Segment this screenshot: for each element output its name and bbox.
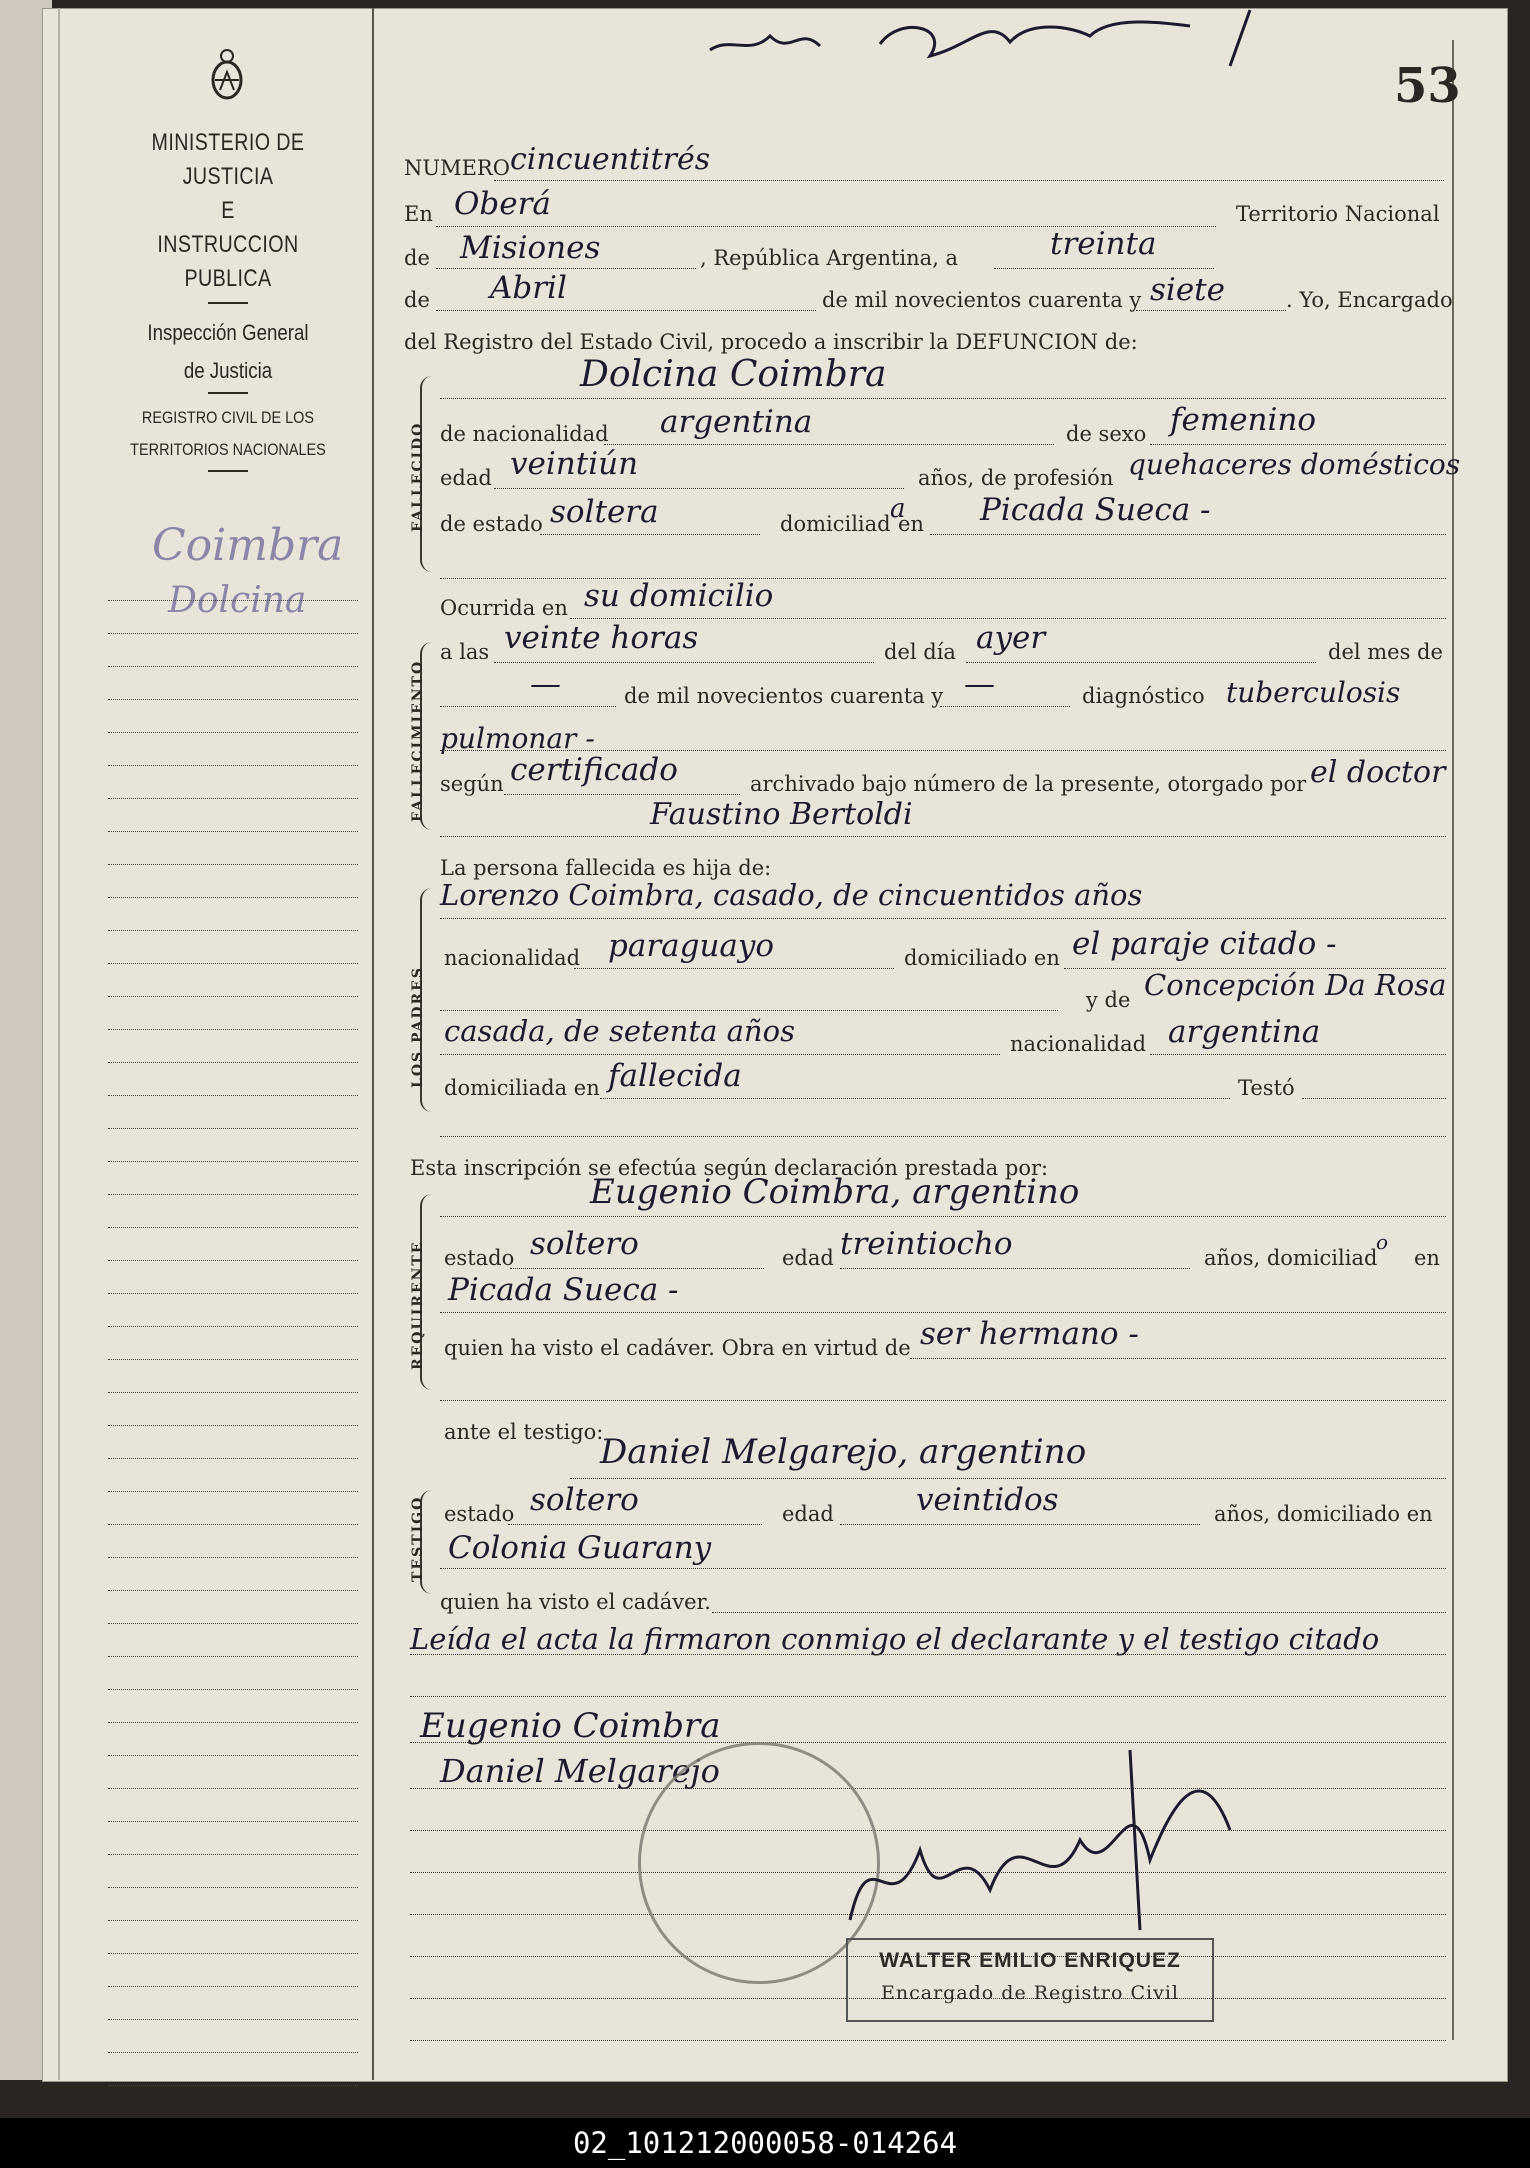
heading-dash (208, 470, 248, 472)
requirente-virtud-value: ser hermano - (920, 1316, 1139, 1352)
margin-rule (108, 1657, 358, 1690)
fill-line (1302, 1098, 1446, 1099)
margin-rule (108, 1756, 358, 1789)
requirente-en-label: en (1414, 1246, 1440, 1270)
dia-value: ayer (976, 620, 1046, 656)
signature-declarante: Eugenio Coimbra (420, 1706, 721, 1746)
margin-rule (108, 898, 358, 931)
fill-line (570, 1478, 1446, 1479)
republica-label: , República Argentina, a (700, 246, 959, 270)
domicilio-en-label: en (898, 512, 924, 536)
margin-rule (108, 1162, 358, 1195)
madre-domicilio-label: domiciliada en (444, 1076, 600, 1100)
margin-rule (108, 667, 358, 700)
page-fold (58, 8, 60, 2080)
madre-nacionalidad-label: nacionalidad (1010, 1032, 1147, 1056)
territorio-label: Territorio Nacional (1236, 202, 1440, 226)
ministry-line-3: INSTRUCCION PUBLICA (157, 231, 299, 292)
fill-line (440, 1400, 1446, 1401)
estado-value: soltera (550, 494, 659, 530)
profesion-value: quehaceres domésticos (1128, 448, 1461, 481)
officer-signature-scribble (830, 1710, 1300, 1960)
fill-line (840, 1524, 1200, 1525)
nacionalidad-value: argentina (660, 404, 813, 440)
fill-line (570, 618, 1446, 619)
hora-value: veinte horas (504, 620, 699, 656)
fill-line (440, 1312, 1446, 1313)
margin-rule (108, 865, 358, 898)
nacionalidad-label: de nacionalidad (440, 422, 609, 446)
en-label: En (404, 202, 433, 226)
hora-label: a las (440, 640, 490, 664)
requirente-name: Eugenio Coimbra, argentino (590, 1172, 1080, 1212)
margin-rule (108, 1855, 358, 1888)
requirente-estado-label: estado (444, 1246, 515, 1270)
yo-label: . Yo, Encargado (1286, 288, 1453, 312)
requirente-domicilio-value: Picada Sueca - (448, 1272, 679, 1308)
padre-domicilio-label: domiciliado en (904, 946, 1060, 970)
fill-line (712, 1612, 1446, 1613)
fill-line (440, 1568, 1446, 1569)
inspection-line-2: de Justicia (183, 358, 273, 383)
hija-text: La persona fallecida es hija de: (440, 856, 772, 880)
heading-dash (208, 302, 248, 304)
right-rule (1452, 40, 1454, 2040)
fill-line (540, 534, 760, 535)
heading-dash (208, 392, 248, 394)
margin-rule (108, 733, 358, 766)
page-number: 53 (1394, 58, 1461, 114)
sexo-label: de sexo (1066, 422, 1147, 446)
margin-rule (108, 964, 358, 997)
madre-nacionalidad-value: argentina (1168, 1014, 1321, 1050)
diagnostico-label: diagnóstico (1082, 684, 1205, 708)
section-requirente: REQUIRENTE (410, 1240, 426, 1370)
fill-line (840, 1268, 1190, 1269)
officer-name-stamp (846, 1938, 1214, 2022)
requirente-edad-label: edad (782, 1246, 834, 1270)
fill-line (574, 968, 894, 969)
header-annotation-scribble (690, 6, 1290, 76)
signature-testigo: Daniel Melgarejo (440, 1752, 720, 1790)
anio-value: siete (1150, 272, 1225, 308)
fill-line (440, 1010, 1058, 1011)
anio-label: de mil novecientos cuarenta y (624, 684, 944, 708)
margin-rule (108, 799, 358, 832)
requirente-intro: Esta inscripción se efectúa según declaración prestada por: (410, 1156, 1049, 1180)
mes-value: — (530, 666, 561, 702)
margin-rule (108, 1888, 358, 1921)
y-de-label: y de (1086, 988, 1131, 1012)
dia-value: treinta (1050, 226, 1157, 262)
margin-rule (108, 1558, 358, 1591)
registry-line-2: TERRITORIOS NACIONALES (130, 440, 326, 459)
requirente-edad-value: treintiocho (840, 1226, 1013, 1262)
testigo-visto: quien ha visto el cadáver. (440, 1590, 711, 1614)
margin-rule (108, 1195, 358, 1228)
fill-line (436, 268, 696, 269)
margin-rule (108, 568, 358, 601)
officer-name: WALTER EMILIO ENRIQUEZ (879, 1949, 1181, 1972)
section-testigo: TESTIGO (410, 1495, 426, 1582)
edad-value: veintiún (510, 446, 639, 482)
ocurrida-label: Ocurrida en (440, 596, 568, 620)
testigo-estado-label: estado (444, 1502, 515, 1526)
testigo-estado-value: soltero (530, 1482, 639, 1518)
fill-line (410, 1654, 1446, 1655)
estado-label: de estado (440, 512, 543, 536)
fill-line (994, 268, 1214, 269)
fill-line (494, 488, 904, 489)
fill-line (410, 1696, 1446, 1697)
margin-rule (108, 1723, 358, 1756)
fill-line (910, 1358, 1446, 1359)
officer-role: Encargado de Registro Civil (881, 1982, 1179, 2004)
dia-label: del día (884, 640, 956, 664)
margin-rule (108, 766, 358, 799)
anio-value: — (964, 666, 995, 702)
margin-rule (108, 1921, 358, 1954)
registro-text: del Registro del Estado Civil, procedo a inscribir la DEFUNCION de: (404, 330, 1138, 354)
testigo-domicilio-value: Colonia Guarany (448, 1530, 712, 1566)
fallecido-name: Dolcina Coimbra (580, 354, 887, 395)
segun-label: según (440, 772, 504, 796)
margin-rule (108, 1459, 358, 1492)
fill-line (440, 836, 1446, 837)
edad-label: edad (440, 466, 492, 490)
fill-line (930, 534, 1446, 535)
margin-rule (108, 1360, 358, 1393)
archivado-text: archivado bajo número de la presente, otorgado por (750, 772, 1307, 796)
de2-label: de (404, 288, 430, 312)
fill-line (440, 398, 1446, 399)
margin-rule (108, 1063, 358, 1096)
fill-line (966, 662, 1316, 663)
testigo-domicilio-label: años, domiciliado en (1214, 1502, 1433, 1526)
padre-value: Lorenzo Coimbra, casado, de cincuentidos años (440, 878, 1143, 912)
territorio-value: Misiones (460, 230, 601, 266)
testigo-name: Daniel Melgarejo, argentino (600, 1432, 1087, 1472)
diagnostico-value: tuberculosis pulmonar - (440, 676, 1401, 755)
otorgado-value: el doctor Faustino Bertoldi (650, 755, 1446, 832)
margin-rule (108, 700, 358, 733)
madre-domicilio-value: fallecida (608, 1058, 742, 1094)
requirente-visto: quien ha visto el cadáver. Obra en virtud de (444, 1336, 911, 1360)
fill-line (494, 662, 874, 663)
numero-value: cincuentitrés (510, 142, 711, 177)
margin-rule (108, 601, 358, 634)
anio-label: de mil novecientos cuarenta y (822, 288, 1142, 312)
margin-rule (108, 2020, 358, 2053)
fill-line (1136, 310, 1286, 311)
sexo-value: femenino (1170, 402, 1317, 438)
margin-rule (108, 1987, 358, 2020)
margin-rule (108, 1393, 358, 1426)
margin-rule (108, 1624, 358, 1657)
margin-rule (108, 1096, 358, 1129)
profesion-label: años, de profesión (918, 466, 1114, 490)
fill-line (440, 1054, 1000, 1055)
fill-line (410, 2040, 1446, 2041)
ministry-line-2: E (221, 197, 235, 224)
margin-rule (108, 1261, 358, 1294)
section-padres: LOS PADRES (410, 966, 426, 1088)
column-divider (372, 8, 374, 2080)
fill-line (436, 310, 816, 311)
margin-rule (108, 1789, 358, 1822)
requirente-estado-value: soltero (530, 1226, 639, 1262)
margin-rule (108, 1228, 358, 1261)
image-id-bar (0, 2118, 1530, 2168)
domicilio-label: domiciliad (780, 512, 891, 536)
fill-line (1150, 444, 1446, 445)
margin-rule (108, 2053, 358, 2086)
fill-line (600, 1098, 1230, 1099)
madre-estado-value: casada, de setenta años (444, 1014, 795, 1048)
fill-line (604, 444, 1054, 445)
margin-rule (108, 1690, 358, 1723)
margin-rule (108, 997, 358, 1030)
margin-rule (108, 1426, 358, 1459)
margin-rule (108, 1327, 358, 1360)
fill-line (508, 1524, 762, 1525)
requirente-domicilio-suffix: o (1376, 1230, 1389, 1254)
localidad-value: Oberá (454, 186, 551, 222)
mes-label: del mes de (1328, 640, 1443, 664)
fill-line (510, 1268, 764, 1269)
fill-line (1150, 1054, 1446, 1055)
padre-domicilio-value: el paraje citado - (1072, 926, 1337, 962)
margin-rule (108, 1591, 358, 1624)
margin-rule (108, 1525, 358, 1558)
ministry-line-1: MINISTERIO DE JUSTICIA (151, 129, 305, 190)
testigo-edad-label: edad (782, 1502, 834, 1526)
domicilio-value: Picada Sueca - (980, 492, 1211, 528)
requirente-domicilio-label: años, domiciliad (1204, 1246, 1378, 1270)
margin-rule (108, 1129, 358, 1162)
madre-value: Concepción Da Rosa (1144, 968, 1447, 1002)
margin-rule (108, 634, 358, 667)
ocurrida-value: su domicilio (584, 578, 774, 614)
margin-rule (108, 1030, 358, 1063)
margin-rule (108, 1492, 358, 1525)
segun-value: certificado (510, 752, 678, 788)
fill-line (494, 180, 1444, 181)
fill-line (440, 750, 1446, 751)
ante-testigo-label: ante el testigo: (444, 1420, 604, 1444)
mes-value: Abril (490, 270, 567, 306)
padre-nacionalidad-value: paraguayo (608, 928, 775, 964)
section-fallecimiento: FALLECIMIENTO (410, 659, 426, 822)
fill-line (440, 1216, 1446, 1217)
numero-label: NUMERO (404, 156, 510, 180)
fill-line (440, 1136, 1446, 1137)
domicilio-suffix: a (890, 494, 906, 524)
ministry-heading (90, 126, 366, 478)
inspection-line-1: Inspección General (147, 320, 309, 345)
margin-rule (108, 931, 358, 964)
margin-rule (108, 1294, 358, 1327)
testo-label: Testó (1238, 1076, 1295, 1100)
fill-line (440, 918, 1446, 919)
image-id-label: 02_101212000058-014264 (572, 2126, 958, 2160)
closing-statement: Leída el acta la firmaron conmigo el declarante y el testigo citado (410, 1622, 1380, 1656)
margin-rule (108, 1822, 358, 1855)
margin-given-name: Dolcina (168, 580, 307, 621)
margin-ruled-lines (108, 568, 358, 2086)
registry-line-1: REGISTRO CIVIL DE LOS (141, 408, 315, 427)
testigo-edad-value: veintidos (916, 1482, 1059, 1518)
margin-rule (108, 832, 358, 865)
margin-surname: Coimbra (152, 520, 344, 571)
section-fallecido: FALLECIDO (410, 421, 426, 532)
margin-rule (108, 1954, 358, 1987)
padre-nacionalidad-label: nacionalidad (444, 946, 581, 970)
coat-of-arms-icon (206, 46, 248, 104)
de-label: de (404, 246, 430, 270)
